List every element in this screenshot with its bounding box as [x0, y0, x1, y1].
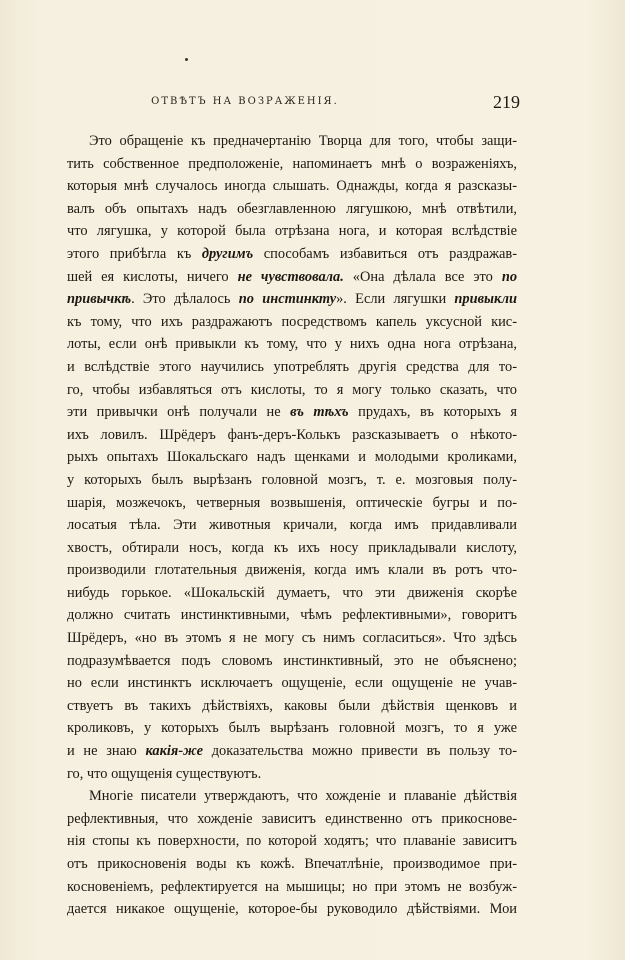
- text-run: должно считать инстинктивными, чѣмъ рефлективными», говоритъ: [67, 607, 517, 624]
- text-run: шей ея кислоты, ничего: [67, 268, 238, 285]
- text-run: къ тому, что ихъ раздражаютъ посредствомъ капель уксусной кис-: [67, 313, 517, 330]
- text-run: рыхъ опытахъ Шокальскаго надъ щенками и молодыми кроликами,: [67, 449, 517, 466]
- text-run: производили глотательныя движенія, когда имъ клали въ ротъ что-: [67, 562, 517, 579]
- emphasized-text: другимъ: [201, 245, 254, 262]
- text-run: «Она дѣлала все это: [343, 268, 502, 285]
- text-line: [67, 604, 517, 627]
- running-head: ОТВѢТЪ НА ВОЗРАЖЕНІЯ.: [151, 96, 339, 107]
- text-run: и не знаю: [67, 743, 146, 760]
- text-line: [67, 717, 517, 740]
- emphasized-text: по инстинкту: [238, 291, 337, 308]
- emphasized-text: по: [501, 268, 517, 285]
- text-line: [67, 243, 517, 266]
- text-run: отъ прикосновенія воды къ кожѣ. Впечатлѣніе, производимое при-: [67, 856, 517, 872]
- text-run: которыя мнѣ случалось иногда слышать. Однажды, когда я разсказы-: [67, 178, 517, 195]
- ink-speck: [185, 58, 188, 61]
- body-text: [67, 130, 517, 921]
- text-run: лосатыя тѣла. Эти животныя кричали, когда имъ придавливали: [67, 517, 517, 534]
- text-run: ствуетъ въ такихъ дѣйствіяхъ, каковы были дѣйствія щенковъ и: [67, 697, 517, 714]
- text-line: [67, 220, 517, 243]
- page-number: 219: [493, 92, 520, 112]
- text-run: у которыхъ былъ вырѣзанъ головной мозгъ, т. е. мозговыя полу-: [67, 471, 517, 488]
- text-run: эти привычки онѣ получали не: [67, 404, 291, 421]
- text-line: [67, 198, 517, 221]
- text-line: [67, 379, 517, 402]
- text-line: [67, 175, 517, 198]
- text-run: что лягушка, у которой была отрѣзана нога, и которая вслѣдствіе: [67, 223, 517, 240]
- text-line: [67, 469, 517, 492]
- text-run: подразумѣвается подъ словомъ инстинктивный, это не объяснено;: [67, 652, 517, 669]
- text-run: ». Если лягушки: [336, 291, 455, 308]
- text-line: [67, 356, 517, 379]
- emphasized-text: привычкѣ: [67, 291, 132, 308]
- text-line: [67, 492, 517, 515]
- text-run: ихъ ловилъ. Шрёдеръ фанъ-деръ-Колькъ разсказываетъ о нѣкото-: [67, 426, 517, 443]
- text-line: [67, 446, 517, 469]
- text-line: [67, 424, 517, 447]
- text-run: Многіе писатели утверждаютъ, что хожденіе и плаваніе дѣйствія: [89, 788, 517, 805]
- text-line: [67, 853, 517, 876]
- text-line: [67, 288, 517, 311]
- text-run: валъ объ опытахъ надъ обезглавленною лягушкою, мнѣ отвѣтили,: [67, 200, 517, 217]
- emphasized-text: привыкли: [454, 291, 517, 308]
- text-line: [67, 333, 517, 356]
- text-line: [67, 627, 517, 650]
- text-line: [67, 876, 517, 899]
- text-line: [67, 830, 517, 853]
- text-run: нія стопы къ поверхности, по которой ходятъ; что плаваніе зависитъ: [67, 833, 517, 850]
- text-run: но если инстинктъ исключаетъ ощущеніе, если ощущеніе не учав-: [67, 675, 517, 692]
- text-run: нибудь горькое. «Шокальскій думаетъ, что эти движенія скорѣе: [67, 584, 517, 601]
- text-run: доказательства можно привести въ пользу то-: [203, 743, 517, 760]
- text-run: этого прибѣгла къ: [67, 245, 202, 262]
- text-run: и вслѣдствіе этого научились употреблять другія средства для то-: [67, 358, 517, 375]
- text-run: прудахъ, въ которыхъ я: [348, 404, 517, 421]
- emphasized-text: въ тѣхъ: [290, 404, 349, 421]
- text-line: [67, 672, 517, 695]
- text-line: [67, 311, 517, 334]
- page-header: [95, 92, 520, 114]
- text-line: [67, 763, 517, 786]
- text-run: го, что ощущенія существуютъ.: [67, 765, 262, 782]
- text-run: дается никакое ощущеніе, которое-бы руководило дѣйствіями. Мои: [67, 901, 517, 918]
- text-run: способамъ избавиться отъ раздражав-: [253, 245, 517, 262]
- text-line: [67, 695, 517, 718]
- emphasized-text: какія-же: [145, 743, 204, 760]
- text-line: [67, 898, 517, 921]
- text-run: рефлективныя, что хожденіе зависитъ единственно отъ прикоснове-: [67, 810, 517, 827]
- text-run: хвостъ, обтирали носъ, когда къ ихъ носу прикладывали кислоту,: [67, 539, 517, 556]
- text-line: [67, 740, 517, 763]
- text-run: лоты, если онѣ привыкли къ тому, что у нихъ одна нога отрѣзана,: [67, 336, 517, 353]
- text-line: [67, 808, 517, 831]
- text-run: кроликовъ, у которыхъ былъ вырѣзанъ головной мозгъ, то я уже: [67, 720, 517, 737]
- text-run: тить собственное предположеніе, напоминаетъ мнѣ о возраженіяхъ,: [67, 155, 517, 172]
- text-line: [67, 559, 517, 582]
- text-run: шарія, мозжечокъ, четверныя возвышенія, оптическіе бугры и по-: [67, 494, 517, 511]
- text-run: . Это дѣлалось: [131, 291, 239, 308]
- text-run: Шрёдеръ, «но въ этомъ я не могу съ нимъ согласиться». Что здѣсь: [67, 630, 517, 647]
- text-line: [67, 582, 517, 605]
- emphasized-text: не чувствовала.: [237, 268, 344, 285]
- text-line: [67, 537, 517, 560]
- text-line: [67, 785, 517, 808]
- text-line: [67, 266, 517, 289]
- text-line: [67, 514, 517, 537]
- text-line: [67, 401, 517, 424]
- text-run: Это обращеніе къ предначертанію Творца для того, чтобы защи-: [89, 133, 517, 149]
- text-line: [67, 130, 517, 153]
- text-run: косновеніемъ, рефлектируется на мышицы; но при этомъ не возбуж-: [67, 878, 517, 895]
- text-line: [67, 650, 517, 673]
- text-line: [67, 153, 517, 176]
- text-run: го, чтобы избавляться отъ кислоты, то я могу только сказать, что: [67, 381, 517, 398]
